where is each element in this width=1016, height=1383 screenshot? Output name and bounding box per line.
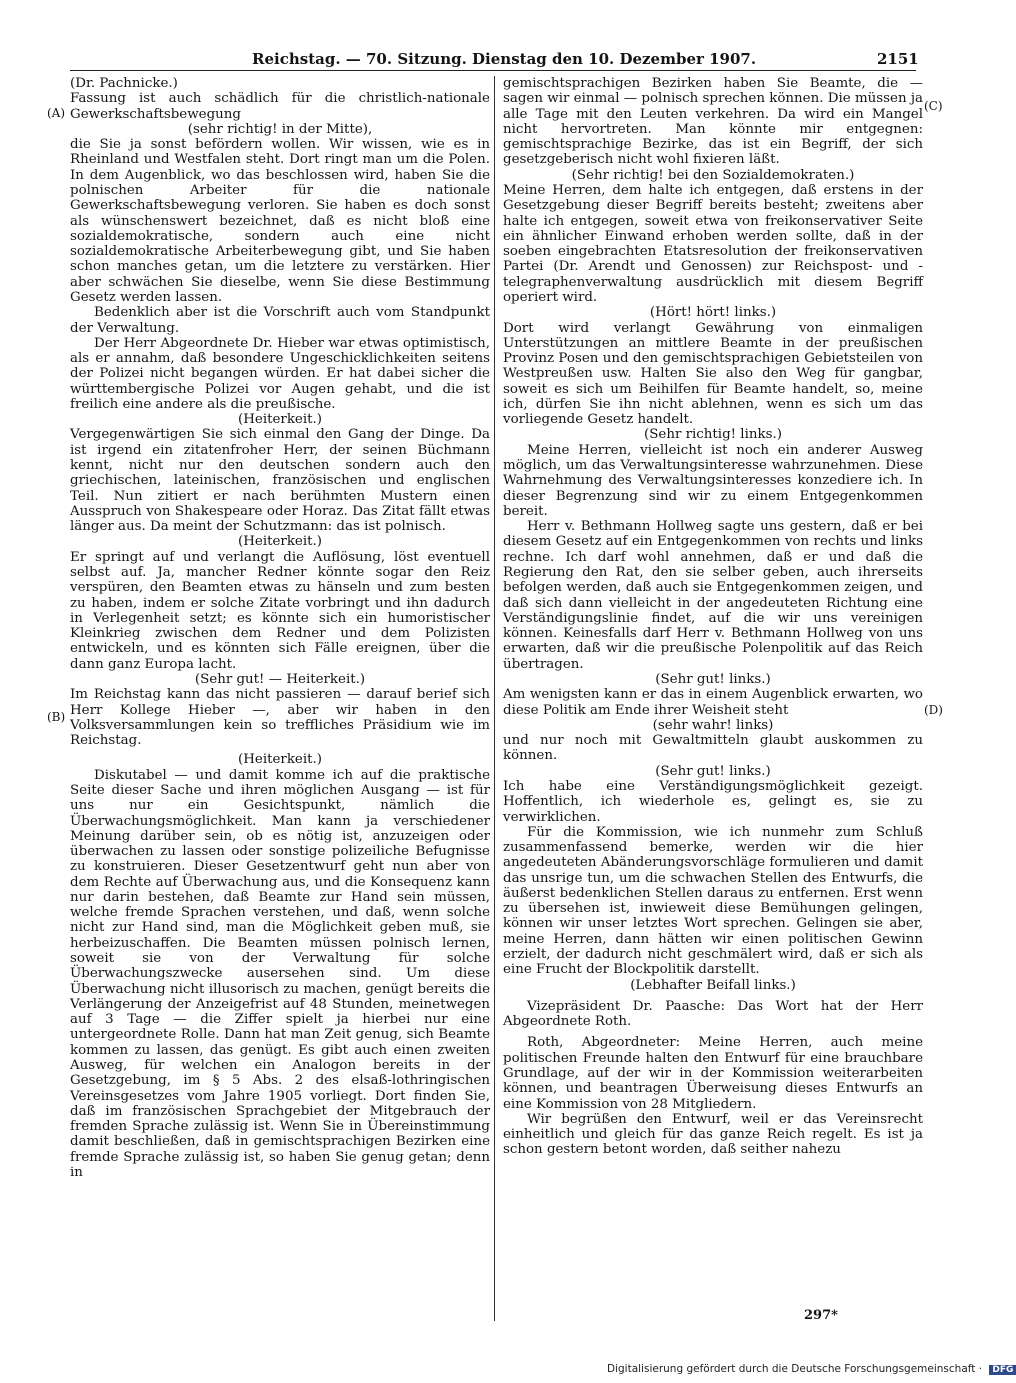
interjection: (sehr wahr! links) xyxy=(652,717,774,733)
paragraph: Dort wird verlangt Gewährung von einmaligen Unterstützungen an mittlere Beamte in der preußischen Provinz Posen und den gemischtsprachigen Gebietsteilen von Westpreußen usw. Halten Sie also den Weg für gangbar, soweit es sich um Beihilfen für Beamte handelt, so, meine ich, dürfen Sie ihn nicht ablehnen, wenn es sich um das vorliegende Gesetz handelt. xyxy=(503,320,923,428)
interjection: (Sehr gut! links.) xyxy=(655,763,771,779)
presiding-remark: Vizepräsident Dr. Paasche: Das Wort hat der Herr Abgeordnete Roth. xyxy=(503,998,923,1030)
right-column xyxy=(503,76,923,1158)
paragraph: Bedenklich aber ist die Vorschrift auch vom Standpunkt der Verwaltung. xyxy=(70,305,490,336)
paragraph: und nur noch mit Gewaltmitteln glaubt auskommen zu können. xyxy=(503,733,923,764)
speaker-tag: (Dr. Pachnicke.) xyxy=(70,76,178,91)
speaker-paragraph: Roth, Abgeordneter: Meine Herren, auch meine politischen Freunde halten den Entwurf für eine brauchbare Grundlage, auf der wir in der Kommission weiterarbeiten können, und beantragen Überweisung dieses Entwurfs an eine Kommission von 28 Mitgliedern. xyxy=(503,1035,923,1112)
interjection: (Heiterkeit.) xyxy=(238,534,322,550)
paragraph: Herr v. Bethmann Hollweg sagte uns gestern, daß er bei diesem Gesetz auf ein Entgegenkommen von rechts und links rechne. Ich darf wohl annehmen, daß er und daß die Regierung den Rat, den sie selber geben, auch ihrerseits befolgen werden, daß auch sie Entgegenkommen zeigen, und daß sich dann vielleicht in der angedeuteten Richtung eine Verständigungslinie findet, auf die wir uns vereinigen können. Keinesfalls darf Herr v. Bethmann Hollweg von uns erwarten, daß wir die preußische Polenpolitik auf das Reich übertragen. xyxy=(503,519,923,672)
interjection: (Hört! hört! links.) xyxy=(649,305,777,321)
interjection: (Sehr richtig! links.) xyxy=(644,427,782,443)
paragraph: Meine Herren, dem halte ich entgegen, daß erstens in der Gesetzgebung dieser Begriff bereits besteht; zweitens aber halte ich entgegen, soweit etwa von freikonservativer Seite ein ähnlicher Einwand erhoben werden sollte, daß in der soeben eingebrachten Etatsresolution der freikonservativen Partei (Dr. Arendt und Genossen) zur Reichspost- und -telegraphenverwaltung ausdrücklich mit diesem Begriff operiert wird. xyxy=(503,182,923,305)
signature-mark: 297* xyxy=(804,1308,838,1323)
running-header: Reichstag. — 70. Sitzung. Dienstag den 10. Dezember 1907. xyxy=(252,50,757,68)
interjection: (Heiterkeit.) xyxy=(238,412,322,428)
digitization-credit xyxy=(607,1363,1016,1375)
interjection: (sehr richtig! in der Mitte), xyxy=(187,121,373,137)
paragraph: Am wenigsten kann er das in einem Augenblick erwarten, wo diese Politik am Ende ihrer Weisheit steht xyxy=(503,687,923,718)
margin-marker-c: (C) xyxy=(924,99,943,113)
margin-marker-a: (A) xyxy=(47,106,66,120)
interjection: (Sehr gut! — Heiterkeit.) xyxy=(194,671,366,687)
paragraph: Meine Herren, vielleicht ist noch ein anderer Ausweg möglich, um das Verwaltungsinteresse wahrzunehmen. Diese Wahrnehmung des Verwaltungsinteresses konzediere ich. In dieser Begrenzung sind wir zu einem Entgegenkommen bereit. xyxy=(503,442,923,519)
interjection: (Sehr gut! links.) xyxy=(655,671,771,687)
credit-text: Digitalisierung gefördert durch die Deutsche Forschungsgemeinschaft · xyxy=(607,1363,983,1375)
margin-marker-b: (B) xyxy=(47,710,66,724)
page-number: 2151 xyxy=(877,50,919,68)
dfg-logo: DFG xyxy=(989,1365,1016,1375)
paragraph: Er springt auf und verlangt die Auflösung, löst eventuell selbst auf. Ja, mancher Redner könnte sogar den Reiz verspüren, den Beamten etwas zu hänseln und zum besten zu haben, indem er solche Zitate vorbringt und ihn dadurch in Verlegenheit setzt; es könnte sich ein humoristischer Kleinkrieg zwischen dem Redner und dem Polizisten entwickeln, und es könnten sich Fälle ereignen, über die dann ganz Europa lacht. xyxy=(70,549,490,672)
column-divider xyxy=(494,76,495,1321)
paragraph: Wir begrüßen den Entwurf, weil er das Vereinsrecht einheitlich und gleich für das ganze Reich regelt. Es ist ja schon gestern betont worden, daß seither nahezu xyxy=(503,1111,923,1158)
header-rule xyxy=(70,70,916,71)
paragraph: Ich habe eine Verständigungsmöglichkeit gezeigt. Hoffentlich, ich wiederhole es, gelingt es, sie zu verwirklichen. xyxy=(503,778,923,825)
paragraph: gemischtsprachigen Bezirken haben Sie Beamte, die — sagen wir einmal — polnisch sprechen können. Die müssen ja alle Tage mit den Leuten verkehren. Da wird ein Mangel nicht hervortreten. Man könnte mir entgegnen: gemischtsprachige Bezirke, das ist ein Begriff, der sich gesetzgeberisch nicht wohl fixieren läßt. xyxy=(503,76,923,168)
paragraph: Fassung ist auch schädlich für die christlich-nationale Gewerkschaftsbewegung xyxy=(70,91,490,122)
paragraph: Für die Kommission, wie ich nunmehr zum Schluß zusammenfassend bemerke, werden wir die hier angedeuteten Abänderungsvorschläge formulieren und damit das unsrige tun, um die schwachen Stellen des Entwurfs, die äußerst bedenklichen Stellen daraus zu entfernen. Erst wenn zu übersehen ist, inwieweit diese Bemühungen gelingen, können wir unser letztes Wort sprechen. Gelingen sie aber, meine Herren, dann hätten wir einen politischen Gewinn erzielt, der dadurch nicht geschmälert wird, daß er sich als eine Frucht der Blockpolitik darstellt. xyxy=(503,824,923,978)
paragraph: Diskutabel — und damit komme ich auf die praktische Seite dieser Sache und ihren möglichen Ausgang — ist für uns nur ein Gesichtspunkt, nämlich die Überwachungsmöglichkeit. Man kann ja verschiedener Meinung darüber sein, ob es nötig ist, anzuzeigen oder überwachen zu lassen oder sonstige polizeiliche Befugnisse zu konstruieren. Dieser Gesetzentwurf geht nun aber von dem Rechte auf Überwachung aus, und die Konsequenz kann nur darin bestehen, daß Beamte zur Hand sein müssen, welche fremde Sprachen verstehen, und daß, wenn solche nicht zur Hand sind, man die Möglichkeit geben muß, sie herbeizuschaffen. Die Beamten müssen polnisch lernen, soweit sie von der Verwaltung für solche Überwachungszwecke ausersehen sind. Um diese Überwachung nicht illusorisch zu machen, genügt bereits die Verlängerung der Anzeigefrist auf 48 Stunden, meinetwegen auf 3 Tage — die Ziffer spielt ja hierbei nur eine untergeordnete Rolle. Dann hat man Zeit genug, sich Beamte kommen zu lassen, das genügt. Es gibt auch einen zweiten Ausweg, für welchen ein Analogon bereits in der Gesetzgebung, im § 5 Abs. 2 des elsaß-lothringischen Vereinsgesetzes vom Jahre 1905 vorliegt. Dort finden Sie, daß im französischen Sprachgebiet der Mitgebrauch der fremden Sprache zulässig ist. Wenn Sie in Übereinstimmung damit beschließen, daß in gemischtsprachigen Bezirken eine fremde Sprache zulässig ist, so haben Sie genug getan; denn in xyxy=(70,767,490,1180)
paragraph: Im Reichstag kann das nicht passieren — darauf berief sich Herr Kollege Hieber —, aber wir haben in den Volksversammlungen kein so treffliches Präsidium wie im Reichstag. xyxy=(70,687,490,749)
paragraph: Vergegenwärtigen Sie sich einmal den Gang der Dinge. Da ist irgend ein zitatenfroher Herr, der seinen Büchmann kennt, nicht nur den deutschen sondern auch den griechischen, lateinischen, französischen und englischen Teil. Nun zitiert er nach berühmten Mustern einen Ausspruch von Shakespeare oder Horaz. Das Zitat fällt etwas länger aus. Da meint der Schutzmann: das ist polnisch. xyxy=(70,427,490,535)
paragraph: die Sie ja sonst befördern wollen. Wir wissen, wie es in Rheinland und Westfalen steht. Dort ringt man um die Polen. In dem Augenblick, wo das beschlossen wird, haben Sie die polnischen Arbeiter für die nationale Gewerkschaftsbewegung verloren. Sie haben es doch sonst als wünschenswert bezeichnet, daß es nicht bloß eine sozialdemokratische, sondern auch eine nicht sozialdemokratische Arbeiterbewegung gibt, und Sie haben schon manches getan, um die letztere zu verstärken. Hier aber schwächen Sie dieselbe, wenn Sie diese Bestimmung Gesetz werden lassen. xyxy=(70,137,490,305)
interjection: (Lebhafter Beifall links.) xyxy=(630,977,796,993)
interjection: (Heiterkeit.) xyxy=(238,752,322,768)
interjection: (Sehr richtig! bei den Sozialdemokraten.) xyxy=(571,167,855,183)
paragraph: Der Herr Abgeordnete Dr. Hieber war etwas optimistisch, als er annahm, daß besondere Ungeschicklichkeiten seitens der Polizei nicht begangen würden. Er hat dabei sicher die württembergische Polizei vor Augen gehabt, und die ist freilich eine andere als die preußische. xyxy=(70,335,490,412)
left-column xyxy=(70,76,490,1180)
margin-marker-d: (D) xyxy=(924,703,943,717)
